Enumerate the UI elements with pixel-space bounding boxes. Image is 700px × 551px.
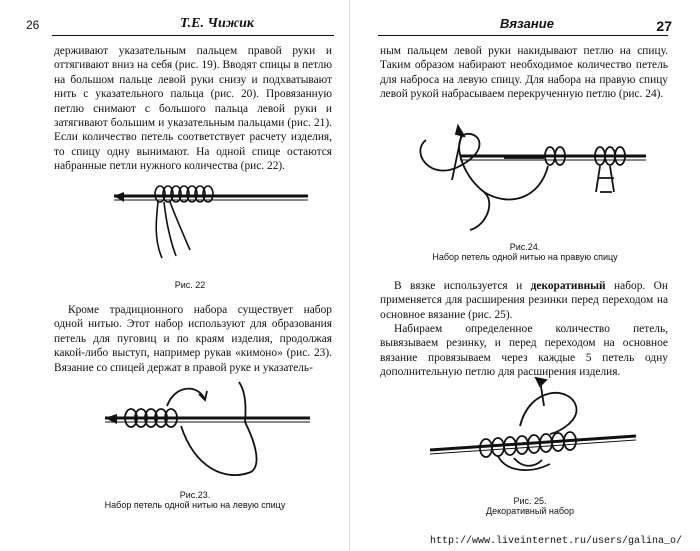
right-page: [350, 0, 700, 551]
body-paragraph: ным пальцем левой руки накидывают петлю на спицу. Таким образом набирают необходимое количество петель для наброса на левую спицу. Для набора на правую спицу левой рукой набрасываем перекрученную петлю (рис. 24).: [380, 45, 668, 101]
figure-23-illustration: [95, 378, 315, 488]
header-rule: [52, 35, 334, 36]
body-paragraph: Набираем определенное количество петель, вывязываем резинку, и перед переходом на основное вязание провязываем через каждые 5 петель одну дополнительную петлю для расширения изделия.: [380, 323, 668, 379]
figure-25-caption-number: Рис. 25.: [513, 496, 547, 506]
figure-22-illustration: [110, 170, 310, 270]
figure-23-caption-number: Рис.23.: [179, 490, 211, 500]
paragraph-lead: В вязке используется и: [394, 280, 531, 292]
body-paragraph: держивают указательным пальцем правой руки и оттягивают вниз на себя (рис. 19). Вводят спицы в петлю на большом пальце левой руки снизу и подхватывают нить с указательного пальца (рис. 20). Провязанную петлю снимают с большого пальца левой руки и затягивают большим и указательным пальцами (рис. 21). Если количество петель соответствует расчету изделия, то спицу одну вынимают. На одной спице остаются набранные петли нужного количества (рис. 22).: [54, 45, 332, 173]
figure-24-caption: [380, 242, 670, 262]
paragraph-bold-term: декоративный: [530, 280, 606, 292]
paragraph-rest: набор. Он применяется для расширения резинки перед переходом на основное вязание (рис. 25).: [380, 280, 668, 321]
figure-23-caption-text: Набор петель одной нитью на левую спицу: [104, 500, 286, 510]
source-watermark: http://www.liveinternet.ru/users/galina_o/: [430, 536, 683, 547]
header-rule: [378, 35, 668, 36]
body-paragraph: [380, 279, 668, 322]
figure-24-caption-text: Набор петель одной нитью на правую спицу: [432, 252, 618, 262]
page-number: 26: [26, 18, 40, 32]
figure-24-caption-number: Рис.24.: [509, 242, 541, 252]
figure-22-caption: Рис. 22: [174, 280, 206, 290]
running-header-author: Т.Е. Чижик: [180, 16, 254, 31]
figure-23-caption: [60, 490, 330, 510]
figure-25-caption: [430, 496, 630, 516]
body-paragraph: Кроме традиционного набора существует набор одной нитью. Этот набор используют для образования петель для пуговиц и по краям изделия, продолжая какой-либо выступ, например рукав «кимоно» (рис. 23). Вязание со спицей держат в правой руке и указатель-: [54, 304, 332, 374]
page-number: 27: [656, 18, 672, 34]
figure-24-illustration: [400, 122, 650, 237]
figure-25-caption-text: Декоративный набор: [486, 506, 574, 516]
running-header-section: Вязание: [500, 16, 554, 31]
figure-25-illustration: [410, 376, 640, 496]
